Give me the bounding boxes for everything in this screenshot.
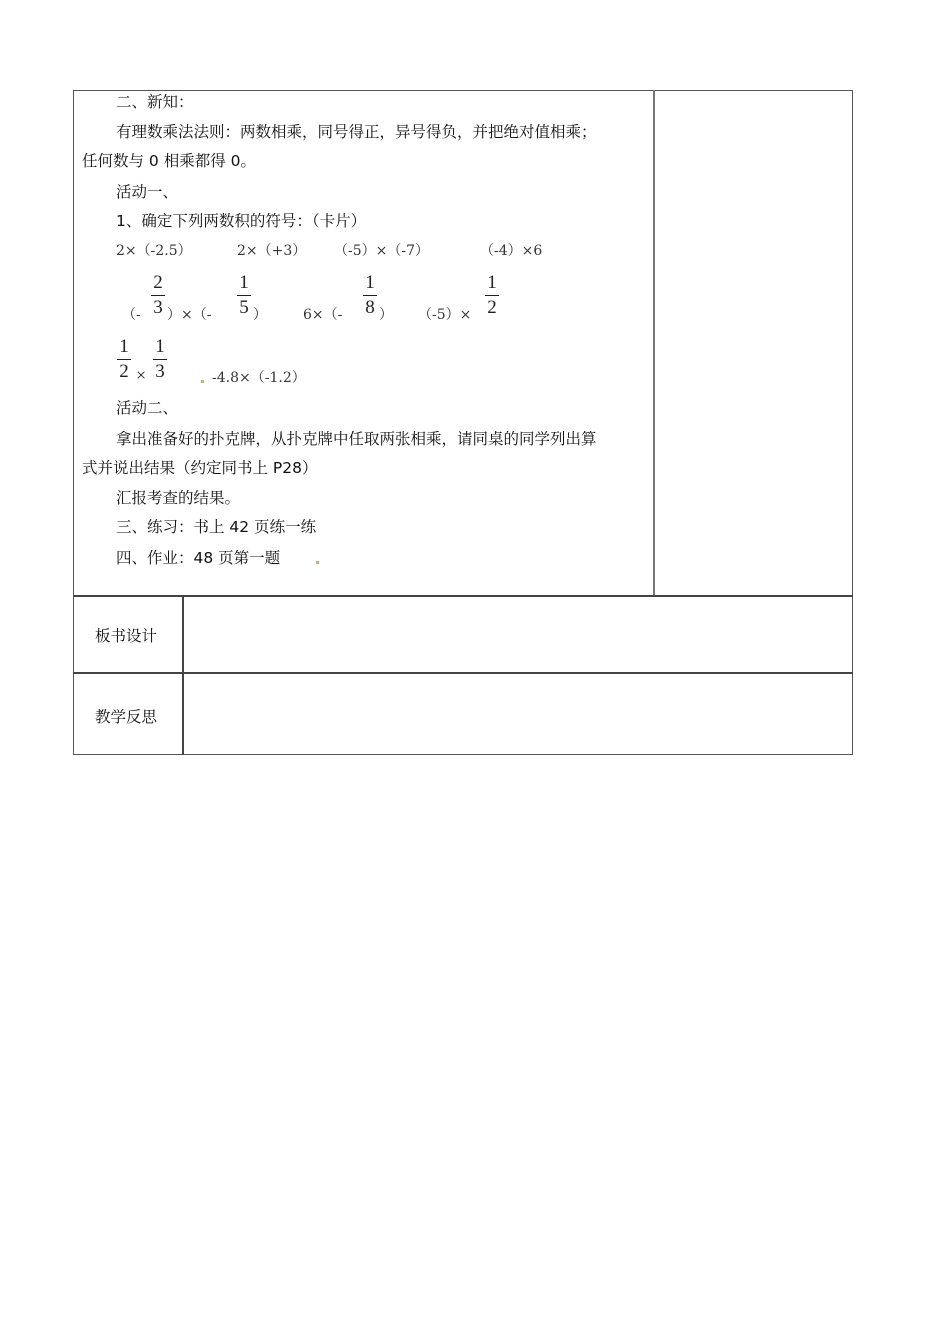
- lesson-table: [73, 90, 853, 755]
- expr-7-prefix: （-5）×: [418, 307, 472, 323]
- expr-5-suffix: ）: [253, 307, 267, 323]
- expr-3: （-5）×（-7）: [334, 243, 430, 259]
- multiplication-rule-line2: 任何数与 0 相乘都得 0。: [82, 152, 257, 170]
- activity1-heading: 活动一、: [116, 183, 179, 201]
- expr-5-prefix: （-: [122, 307, 141, 323]
- activity2-line1: 拿出准备好的扑克牌，从扑克牌中任取两张相乘，请同桌的同学列出算: [116, 430, 597, 448]
- expr-4: （-4）×6: [480, 243, 543, 259]
- fraction-1-3: 1 3: [153, 336, 167, 383]
- label-column-divider: [182, 596, 184, 755]
- section-new-knowledge-heading: 二、新知：: [116, 93, 194, 111]
- report-results: 汇报考查的结果。: [116, 489, 241, 507]
- row-divider-board: [73, 595, 853, 597]
- expr-1: 2×（-2.5）: [116, 243, 192, 259]
- homework-section: 四、作业：48 页第一题: [116, 549, 281, 567]
- practice-section: 三、练习：书上 42 页练一练: [116, 518, 317, 536]
- expr-6-suffix: ）: [379, 307, 393, 323]
- activity2-line2: 式并说出结果（约定同书上 P28）: [82, 459, 318, 477]
- reflection-label: 教学反思: [95, 708, 158, 726]
- expr-2: 2×（+3）: [237, 243, 307, 259]
- board-design-label: 板书设计: [95, 627, 158, 645]
- stray-mark-2: [316, 561, 319, 564]
- fraction-1-5: 1 5: [237, 272, 251, 319]
- expr-decimal: -4.8×（-1.2）: [212, 370, 306, 386]
- expr-5-middle: ）×（-: [167, 307, 212, 323]
- stray-mark: [201, 380, 204, 383]
- fraction-1-8: 1 8: [363, 272, 377, 319]
- fraction-1-2-b: 1 2: [117, 336, 131, 383]
- activity1-task: 1、确定下列两数积的符号：（卡片）: [116, 212, 367, 230]
- top-column-divider: [653, 90, 655, 596]
- fraction-2-3: 2 3: [151, 272, 165, 319]
- activity2-heading: 活动二、: [116, 399, 179, 417]
- multiplication-rule-line1: 有理数乘法法则：两数相乘，同号得正，异号得负，并把绝对值相乘；: [116, 123, 597, 141]
- times-sign: ×: [136, 365, 147, 385]
- row-divider-reflection: [73, 672, 853, 674]
- fraction-1-2: 1 2: [485, 272, 499, 319]
- expr-6-prefix: 6×（-: [303, 307, 343, 323]
